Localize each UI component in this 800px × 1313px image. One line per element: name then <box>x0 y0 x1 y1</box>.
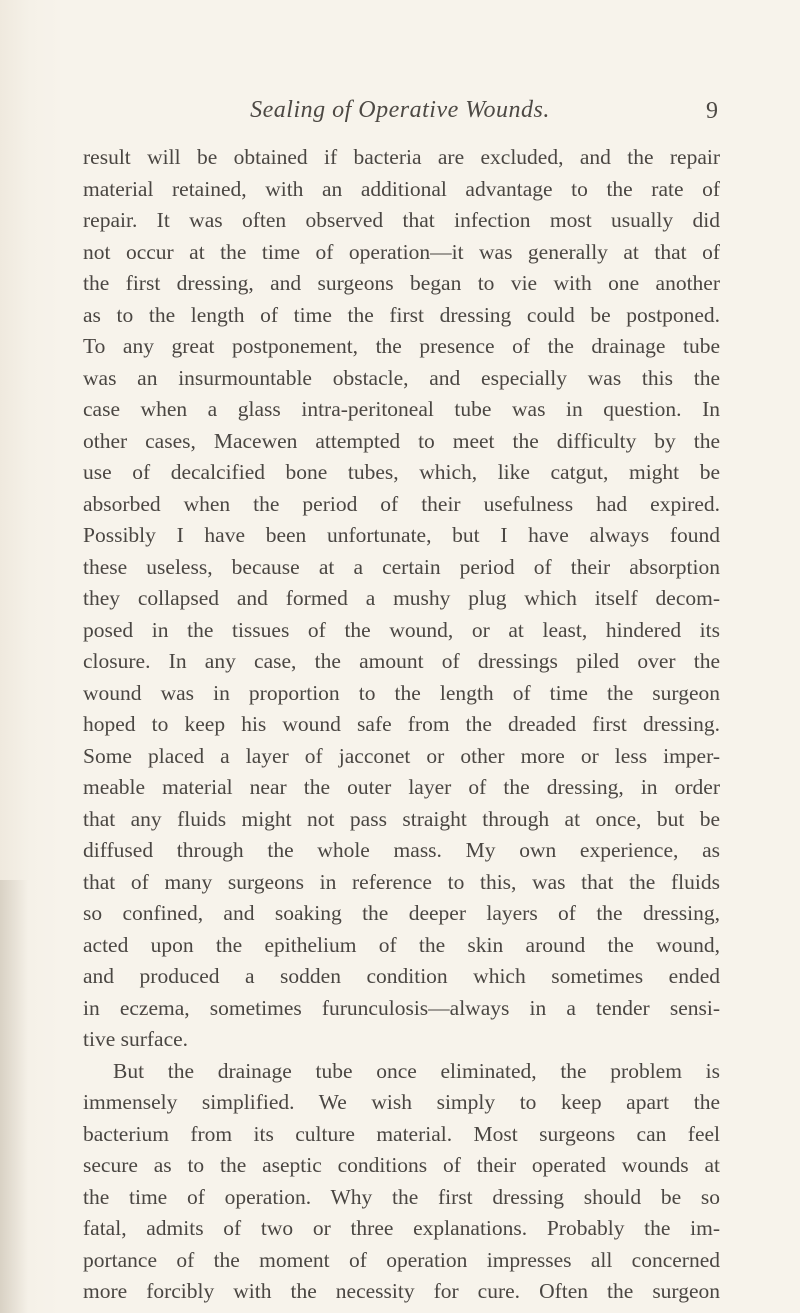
text-line: they collapsed and formed a mushy plug which itself decom- <box>83 586 720 610</box>
text-line: To any great postponement, the presence of the drainage tube <box>83 334 720 358</box>
text-line: absorbed when the period of their usefulness had expired. <box>83 491 720 516</box>
text-line: result will be obtained if bacteria are excluded, and the repair <box>83 145 720 169</box>
text-line: that any fluids might not pass straight through at once, but be <box>83 806 720 831</box>
page-header <box>80 97 720 127</box>
text-line: material retained, with an additional advantage to the rate of <box>83 176 720 201</box>
text-line: wound was in proportion to the length of time the surgeon <box>83 680 720 705</box>
paragraph-start: But the drainage tube once eliminated, the problem is <box>113 1058 720 1083</box>
text-line: closure. In any case, the amount of dressings piled over the <box>83 649 720 673</box>
text-line: posed in the tissues of the wound, or at least, hindered its <box>83 617 720 642</box>
text-line: that of many surgeons in reference to this, was that the fluids <box>83 869 720 894</box>
page-number: 9 <box>706 98 718 124</box>
text-line: case when a glass intra-peritoneal tube was in question. In <box>83 397 720 421</box>
text-line: as to the length of time the first dressing could be postponed. <box>83 302 720 327</box>
text-line: use of decalcified bone tubes, which, like catgut, might be <box>83 460 720 484</box>
text-line: acted upon the epithelium of the skin around the wound, <box>83 932 720 957</box>
text-line: not occur at the time of operation—it was generally at that of <box>83 239 720 264</box>
text-line: was an insurmountable obstacle, and especially was this the <box>83 365 720 390</box>
running-title: Sealing of Operative Wounds. <box>250 97 550 123</box>
body-text <box>83 142 720 1308</box>
text-line: and produced a sodden condition which sometimes ended <box>83 964 720 988</box>
text-line: the time of operation. Why the first dressing should be so <box>83 1184 720 1209</box>
text-line: portance of the moment of operation impresses all concerned <box>83 1247 720 1272</box>
text-line: immensely simplified. We wish simply to keep apart the <box>83 1090 720 1114</box>
page-edge-shadow <box>0 880 28 1313</box>
text-line: the first dressing, and surgeons began to vie with one another <box>83 271 720 295</box>
text-line: diffused through the whole mass. My own experience, as <box>83 838 720 862</box>
text-line: secure as to the aseptic conditions of their operated wounds at <box>83 1153 720 1177</box>
text-line: more forcibly with the necessity for cure. Often the surgeon <box>83 1279 720 1303</box>
text-line: fatal, admits of two or three explanations. Probably the im- <box>83 1216 720 1240</box>
text-line: Possibly I have been unfortunate, but I have always found <box>83 523 720 547</box>
text-line: tive surface. <box>83 1027 189 1051</box>
text-line: these useless, because at a certain period of their absorption <box>83 554 720 579</box>
text-line: meable material near the outer layer of the dressing, in order <box>83 775 720 799</box>
text-line: in eczema, sometimes furunculosis—always in a tender sensi- <box>83 995 720 1020</box>
text-line: Some placed a layer of jacconet or other more or less imper- <box>83 743 720 768</box>
text-line: so confined, and soaking the deeper layers of the dressing, <box>83 901 720 925</box>
text-line: bacterium from its culture material. Most surgeons can feel <box>83 1121 720 1146</box>
text-line: hoped to keep his wound safe from the dreaded first dressing. <box>83 712 720 736</box>
text-line: other cases, Macewen attempted to meet the difficulty by the <box>83 428 720 453</box>
text-line: repair. It was often observed that infection most usually did <box>83 208 720 232</box>
